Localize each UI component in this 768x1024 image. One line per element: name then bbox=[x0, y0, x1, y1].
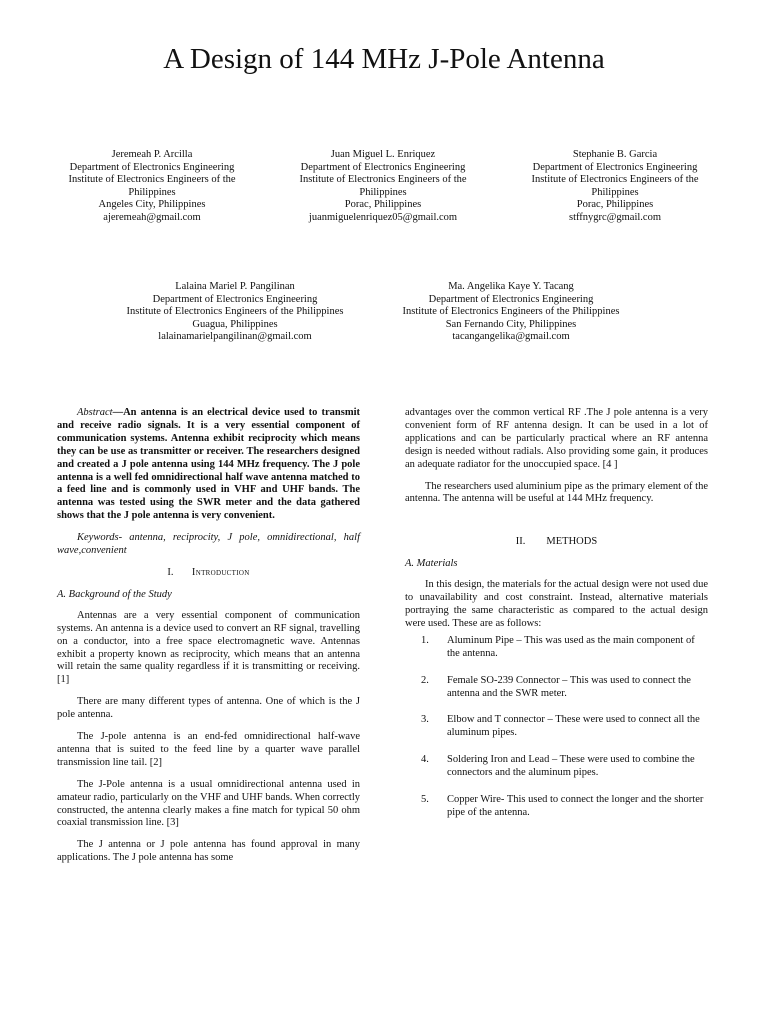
author-inst: Institute of Electronics Engineers of the bbox=[299, 174, 467, 186]
section-number: I. bbox=[167, 566, 174, 578]
author-dept: Department of Electronics Engineering bbox=[69, 161, 235, 173]
list-number: 4. bbox=[421, 754, 429, 766]
materials-list bbox=[405, 635, 708, 820]
intro-paragraph: Antennas are a very essential component of communication systems. An antenna is a device used to convert an RF signal, travelling on a conductor, into a free space electromagnetic wave. Antennas exhibit a property known as reciprocity, which means that an antenna will retain the same quality regardless if it is transmitting or receiving. [1] bbox=[57, 609, 360, 686]
author-inst: Philippines bbox=[591, 186, 639, 198]
intro-paragraph: The J antenna or J pole antenna has found approval in many applications. The J pole antenna has some bbox=[57, 839, 360, 864]
list-item bbox=[405, 635, 708, 661]
author-dept: Department of Electronics Engineering bbox=[428, 293, 594, 305]
section-number: II. bbox=[515, 536, 526, 548]
author-email: juanmiguelenriquez05@gmail.com bbox=[308, 211, 458, 223]
left-column bbox=[57, 407, 360, 874]
author-inst: Institute of Electronics Engineers of the bbox=[68, 174, 236, 186]
list-item bbox=[405, 794, 708, 820]
author-email: ajeremeah@gmail.com bbox=[103, 211, 201, 223]
author-inst: Philippines bbox=[359, 186, 407, 198]
body-paragraph: The researchers used aluminium pipe as the primary element of the antenna. The antenna will be useful at 144 MHz frequency. bbox=[405, 480, 708, 505]
author-city: Porac, Philippines bbox=[576, 199, 654, 211]
author-name: Juan Miguel L. Enriquez bbox=[330, 149, 436, 160]
subsection-heading: A. Background of the Study bbox=[57, 588, 172, 600]
author-inst: Institute of Electronics Engineers of the Philippines bbox=[126, 306, 344, 318]
author-city: Porac, Philippines bbox=[344, 199, 422, 211]
intro-paragraph: The J-pole antenna is an end-fed omnidirectional half-wave antenna that is suited to the feed line by a quarter wave parallel transmission line tail. [2] bbox=[57, 731, 360, 768]
materials-intro: In this design, the materials for the actual design were not used due to unavailability and cost constraint. Instead, alternative materials portraying the same characteristic as compared to the actual design were used. These are as follows: bbox=[405, 579, 708, 629]
list-item bbox=[405, 714, 708, 740]
author-inst: Institute of Electronics Engineers of the Philippines bbox=[402, 306, 620, 318]
author-block-1 bbox=[52, 149, 252, 225]
list-text: Copper Wire- This used to connect the longer and the shorter pipe of the antenna. bbox=[447, 794, 704, 818]
section-title: Introduction bbox=[191, 566, 250, 578]
keywords: Keywords- antenna, reciprocity, J pole, omnidirectional, half wave,convenient bbox=[57, 532, 360, 557]
author-name: Ma. Angelika Kaye Y. Tacang bbox=[448, 281, 574, 292]
author-block-4 bbox=[105, 281, 365, 344]
author-name: Stephanie B. Garcia bbox=[572, 149, 658, 160]
list-number: 1. bbox=[421, 634, 429, 646]
author-city: Guagua, Philippines bbox=[192, 318, 278, 330]
list-number: 3. bbox=[421, 714, 429, 726]
author-inst: Philippines bbox=[128, 186, 176, 198]
abstract bbox=[57, 407, 360, 523]
author-block-3 bbox=[515, 149, 715, 225]
intro-paragraph: The J-Pole antenna is a usual omnidirectional antenna used in amateur radio, particularly on the VHF and UHF bands. When correctly constructed, the antenna clearly makes a fine match for typical 50 ohm coaxial transmission line. [3] bbox=[57, 778, 360, 829]
author-email: lalainamarielpangilinan@gmail.com bbox=[158, 331, 312, 343]
author-dept: Department of Electronics Engineering bbox=[300, 161, 466, 173]
list-number: 5. bbox=[421, 794, 429, 806]
author-block-5 bbox=[381, 281, 641, 344]
author-email: tacangangelika@gmail.com bbox=[452, 331, 570, 343]
section-heading-methods bbox=[405, 536, 708, 549]
list-item bbox=[405, 754, 708, 780]
author-city: Angeles City, Philippines bbox=[98, 199, 206, 211]
author-block-2 bbox=[283, 149, 483, 225]
list-item bbox=[405, 675, 708, 701]
section-title: METHODS bbox=[546, 536, 598, 548]
author-email: stffnygrc@gmail.com bbox=[569, 211, 661, 223]
abstract-text: —An antenna is an electrical device used to transmit and receive radio signals. It is a very essential component of communication systems. Antenna exhibit reciprocity which means they can be use as transmitter or receiver. The researchers designed and created a J pole antenna using 144 MHz frequency. The J pole antenna is a well fed omnidirectional half wave antenna matched to a feed line and is commonly used in VHF and UHF bands. The antenna was tested using the SWR meter and the data gathered shows that the J pole antenna is very convenient. bbox=[57, 407, 360, 522]
list-text: Elbow and T connector – These were used to connect all the aluminum pipes. bbox=[447, 714, 700, 739]
author-dept: Department of Electronics Engineering bbox=[152, 293, 318, 305]
intro-paragraph: There are many different types of antenna. One of which is the J pole antenna. bbox=[57, 696, 360, 721]
list-number: 2. bbox=[421, 674, 429, 686]
section-heading-introduction bbox=[57, 567, 360, 580]
right-column bbox=[405, 407, 708, 834]
author-name: Lalaina Mariel P. Pangilinan bbox=[175, 281, 295, 292]
list-text: Soldering Iron and Lead – These were used to combine the connectors and the aluminum pipes. bbox=[447, 754, 695, 779]
subsection-heading: A. Materials bbox=[405, 558, 458, 570]
body-paragraph: advantages over the common vertical RF .The J pole antenna is a very convenient form of RF antenna design. It can be used in a lot of applications and can be particularly practical where an RF antenna design is needed without radials. Also providing some gain, it produces an adequate radiator for the unoccupied space. [4 ] bbox=[405, 407, 708, 470]
author-dept: Department of Electronics Engineering bbox=[532, 161, 698, 173]
list-text: Aluminum Pipe – This was used as the main component of the antenna. bbox=[447, 634, 695, 659]
list-text: Female SO-239 Connector – This was used to connect the antenna and the SWR meter. bbox=[447, 674, 691, 699]
paper-title: A Design of 144 MHz J-Pole Antenna bbox=[163, 43, 605, 75]
author-name: Jeremeah P. Arcilla bbox=[111, 149, 193, 160]
author-city: San Fernando City, Philippines bbox=[445, 318, 577, 330]
author-inst: Institute of Electronics Engineers of the bbox=[531, 174, 699, 186]
abstract-label: Abstract bbox=[77, 407, 113, 418]
